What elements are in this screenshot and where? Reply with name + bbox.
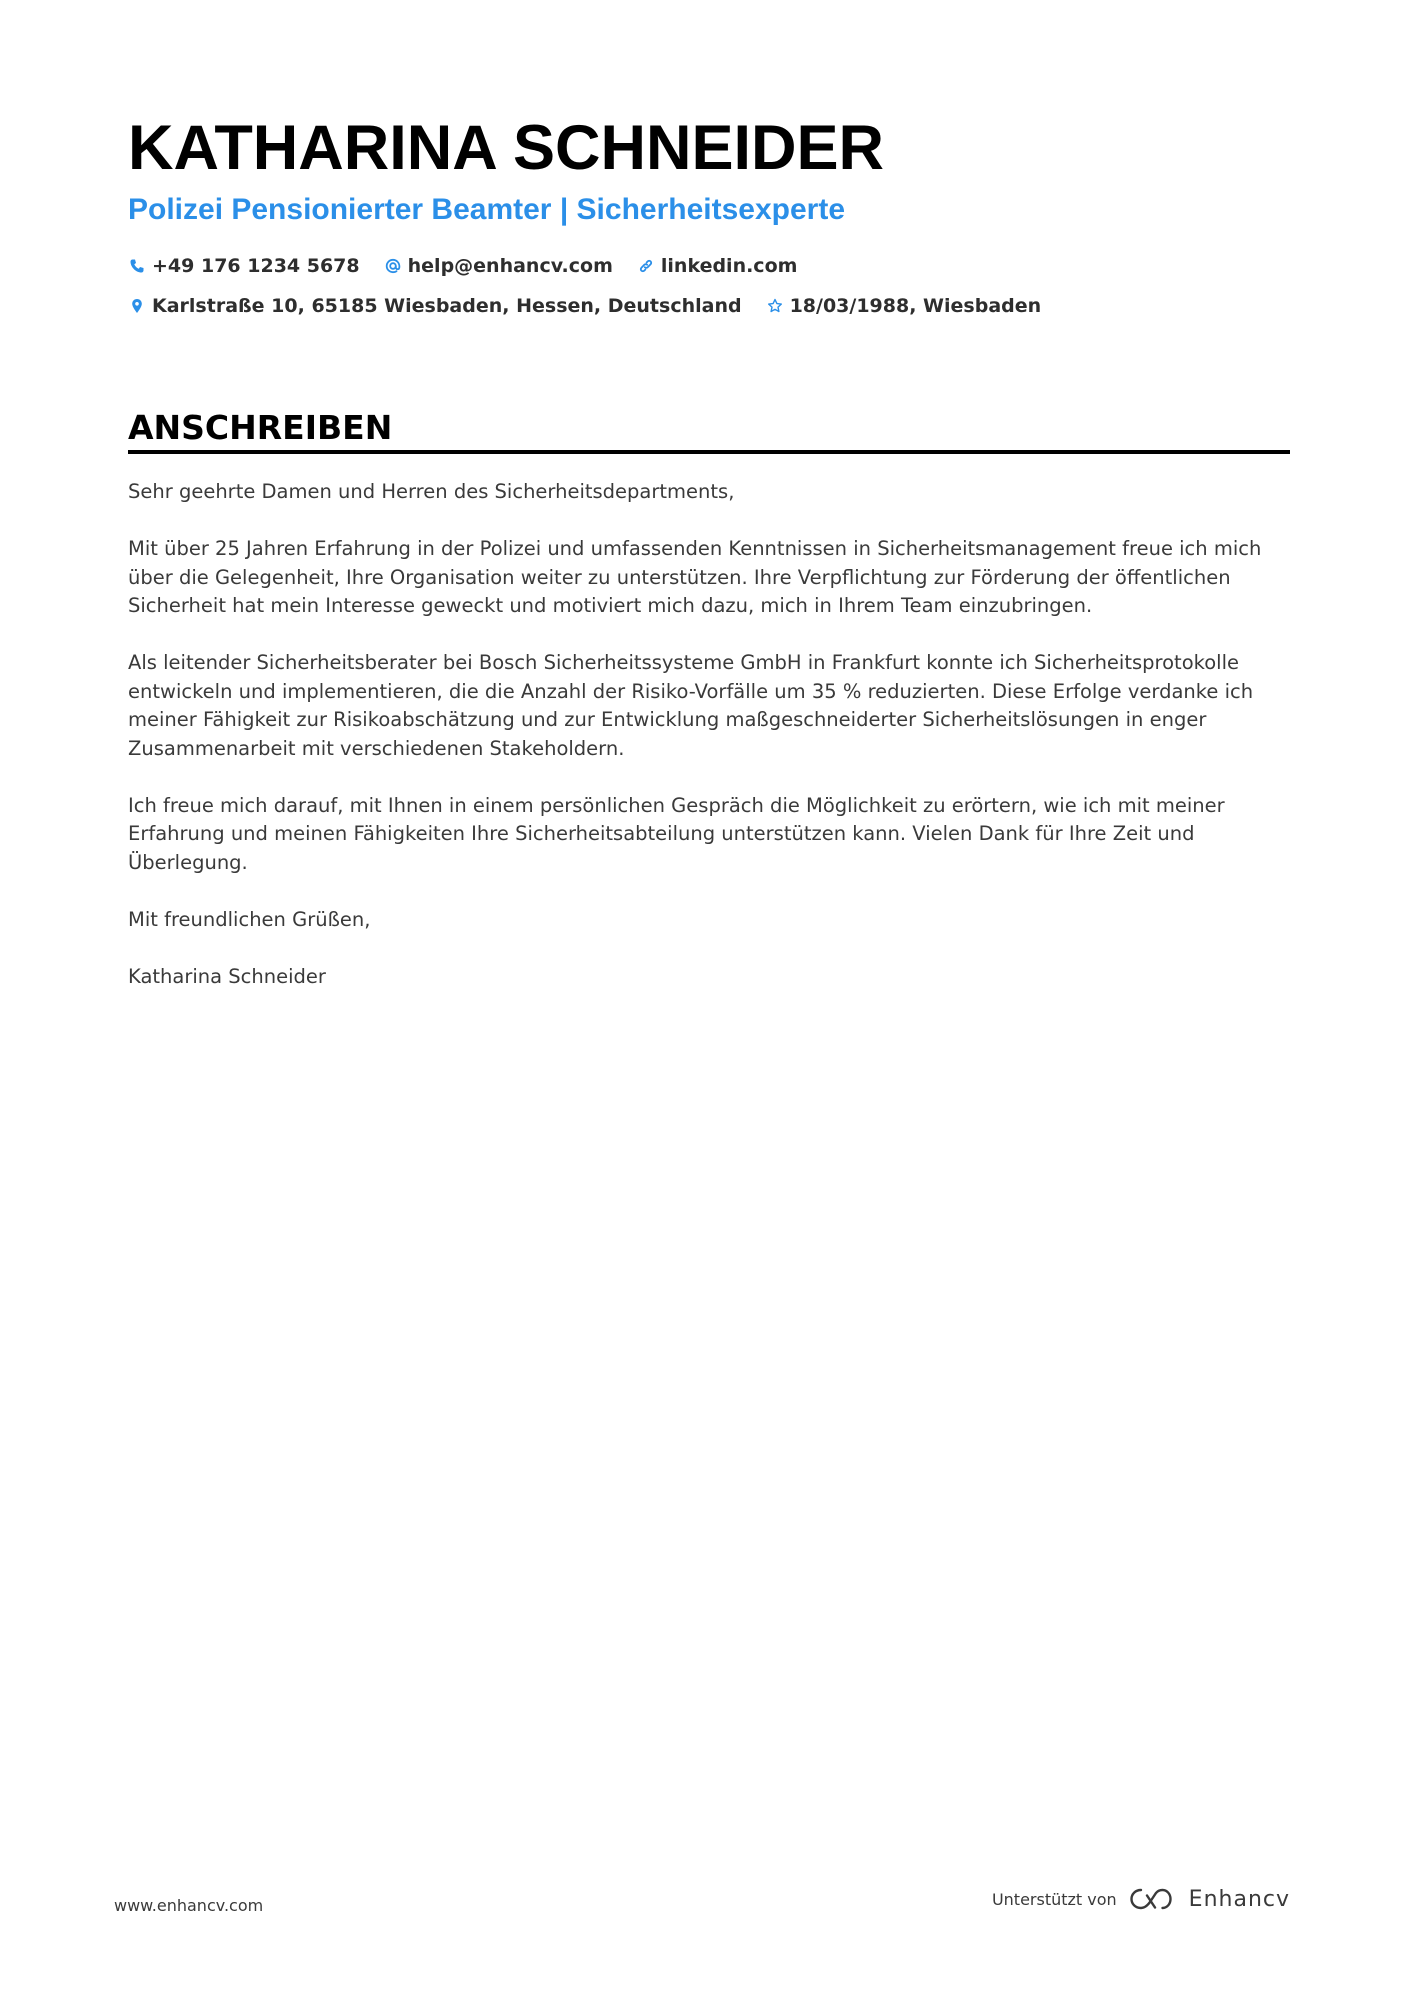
powered-by-label: Unterstützt von [991,1889,1117,1909]
contact-birth [766,295,1042,317]
footer-powered-by[interactable] [992,1886,1290,1912]
letter-paragraph: Mit über 25 Jahren Erfahrung in der Polizei und umfassenden Kenntnissen in Sicherheitsmanagement freue ich mich über die Gelegenheit, Ihre Organisation weiter zu unterstützen. Ihre Verpflichtung zur Förderung der öffentlichen Sicherheit hat mein Interesse geweckt und motiviert mich dazu, mich in Ihrem Team einzubringen. [128,537,1262,617]
birth-text: 18/03/1988, Wiesbaden [789,295,1042,317]
letter-signature: Katharina Schneider [128,964,326,988]
address-text: Karlstraße 10, 65185 Wiesbaden, Hessen, Deutschland [152,295,742,317]
candidate-title: Polizei Pensionierter Beamter | Sicherheitsexperte [128,193,846,226]
section-title: ANSCHREIBEN [128,406,1290,454]
footer-website[interactable]: www.enhancv.com [114,1896,264,1915]
brand-name: Enhancv [1188,1886,1290,1912]
contact-linkedin[interactable] [637,255,798,277]
letter-closing: Mit freundlichen Grüßen, [128,907,371,931]
cover-letter-page [128,108,1290,988]
contact-phone [128,255,360,277]
candidate-name: KATHARINA SCHNEIDER [128,113,884,183]
location-pin-icon [128,297,146,315]
phone-icon [128,257,146,275]
linkedin-text: linkedin.com [660,255,798,277]
contact-row-1 [128,246,1290,286]
contact-row-2 [128,286,1290,326]
phone-text: +49 176 1234 5678 [152,255,360,277]
at-icon [384,257,402,275]
letter-paragraph: Als leitender Sicherheitsberater bei Bosch Sicherheitssysteme GmbH in Frankfurt konnte ich Sicherheitsprotokolle entwickeln und implementieren, die die Anzahl der Risiko-Vorfälle um 35 % reduzierten. Diese Erfolge verdanke ich meiner Fähigkeit zur Risikoabschätzung und zur Entwicklung maßgeschneiderter Sicherheitslösungen in enger Zusammenarbeit mit verschiedenen Stakeholdern. [128,651,1254,760]
link-icon [637,257,655,275]
enhancv-logo-icon [1129,1886,1175,1912]
contact-info [128,246,1290,326]
letter-paragraph: Ich freue mich darauf, mit Ihnen in einem persönlichen Gespräch die Möglichkeit zu erörtern, wie ich mit meiner Erfahrung und meinen Fähigkeiten Ihre Sicherheitsabteilung unterstützen kann. Vielen Dank für Ihre Zeit und Überlegung. [128,793,1225,874]
contact-email[interactable] [384,255,613,277]
email-text: help@enhancv.com [407,255,613,277]
star-icon [766,297,784,315]
letter-body [128,478,1290,1020]
letter-salutation: Sehr geehrte Damen und Herren des Sicherheitsdepartments, [128,480,735,503]
contact-address [128,295,742,317]
